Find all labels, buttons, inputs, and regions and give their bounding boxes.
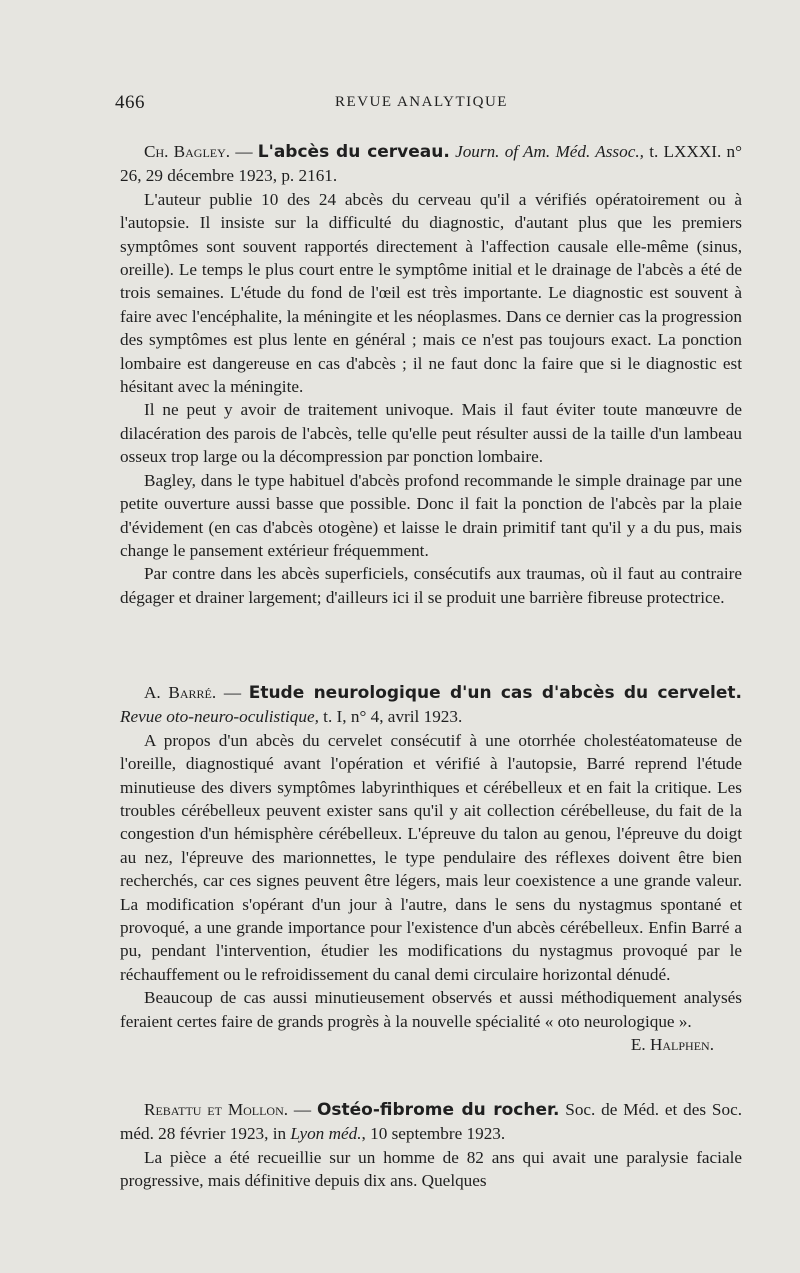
article-title: L'abcès du cerveau.: [257, 142, 450, 162]
source: Journ. of Am. Méd. Assoc.,: [449, 142, 644, 161]
citation: [120, 140, 742, 188]
paragraph: Beaucoup de cas aussi minutieusement observés et aussi méthodiquement analysés feraient certes faire de grands progrès à la nouvelle spécialité « oto neurologique ».: [120, 988, 742, 1031]
paragraph: L'auteur publie 10 des 24 abcès du cerveau qu'il a vérifiés opératoirement ou à l'autopsie. Il insiste sur la difficulté du diagnostic, d'autant plus que les premiers symptômes sont souvent rapportés directement à l'affection causale elle-même (sinus, oreille). Le temps le plus court entre le symptôme initial et le drainage de l'abcès a été de trois semaines. L'étude du fond de l'œil est très importante. Le diagnostic est souvent à faire avec l'encéphalite, la méningite et les néoplasmes. Dans ce dernier cas la progression des symptômes est plus lente en général ; mais ce n'est pas toujours exact. La ponction lombaire est dangereuse en cas d'abcès ; il ne faut donc la faire que si le diagnostic est hésitant avec la méningite.: [120, 189, 742, 397]
page-number: 466: [115, 92, 145, 113]
paragraph: Par contre dans les abcès superficiels, consécutifs aux traumas, où il faut au contraire dégager et drainer largement; d'ailleurs ici il se produit une barrière fibreuse protectrice.: [120, 564, 742, 607]
paragraph: A propos d'un abcès du cervelet consécutif à une otorrhée cholestéatomateuse de l'oreille, diagnostiqué avant l'opération et vérifié à l'autopsie, Barré reprend l'étude minutieuse des divers symptômes labyrinthiques et cérébelleux et en fait la critique. Les troubles cérébelleux peuvent exister sans qu'il y ait collection cérébelleuse, du fait de la congestion d'un hémisphère cérébelleux. L'épreuve du talon au genou, l'épreuve du doigt au nez, l'épreuve des marionnettes, le type pendulaire des réflexes doivent être bien recherchés, car ces signes peuvent être légers, mais leur coexistence a une grande valeur. La modification s'opérant d'un jour à l'autre, dans le sens du nystagmus spontané et provoqué, a une grande importance pour l'existence d'un abcès cérébelleux. Enfin Barré a pu, pendant l'intervention, étudier les modifications du nystagmus provoqué par le réchauffement ou le refroidissement du canal demi circulaire horizontal dénudé.: [120, 730, 742, 984]
article-title: Etude neurologique d'un cas d'abcès du cervelet.: [248, 683, 742, 703]
reference: t. I, n° 4, avril 1923.: [318, 707, 463, 727]
dash: —: [288, 1100, 317, 1119]
entry-barre: [120, 681, 742, 1057]
dash: —: [216, 683, 249, 702]
dash: —: [230, 142, 258, 161]
reference: t. LXXXI. n° 26, 29 décembre 1923, p. 2161.: [120, 142, 742, 186]
source-text: Soc. de Méd. et des Soc. méd. 28 février 1923, in: [120, 1100, 743, 1144]
paragraph: La pièce a été recueillie sur un homme de 82 ans qui avait une paralysie faciale progressive, mais définitive depuis dix ans. Quelques: [120, 1147, 742, 1191]
article-title: Ostéo-fibrome du rocher.: [316, 1100, 560, 1120]
source: Revue oto-neuro-oculistique,: [120, 707, 319, 727]
signature: E. Halphen.: [630, 1035, 714, 1055]
source: Lyon méd.: [290, 1124, 362, 1144]
author: Ch. Bagley.: [144, 142, 231, 161]
paragraph: Il ne peut y avoir de traitement univoque. Mais il faut éviter toute manœuvre de dilacération des parois de l'abcès, telle qu'elle peut résulter aussi de la taille d'un lambeau osseux trop large ou la décompression par ponction lombaire.: [120, 400, 742, 467]
reference: , 10 septembre 1923.: [361, 1124, 506, 1144]
author: Rebattu et Mollon.: [144, 1100, 289, 1119]
running-head: [115, 92, 728, 116]
citation: [120, 1098, 742, 1146]
entry-bagley: [120, 140, 742, 609]
paragraph: Bagley, dans le type habituel d'abcès profond recommande le simple drainage par une petite ouverture aussi basse que possible. Donc il fait la ponction de l'abcès par la plaie d'évidement (en cas d'abcès otogène) et laisse le drain primitif tant qu'il y a du pus, mais change le pansement extérieur fréquemment.: [120, 470, 742, 560]
author: A. Barré.: [144, 683, 217, 702]
journal-title: REVUE ANALYTIQUE: [335, 94, 508, 110]
citation: [120, 681, 742, 729]
entry-rebattu: [120, 1098, 742, 1193]
